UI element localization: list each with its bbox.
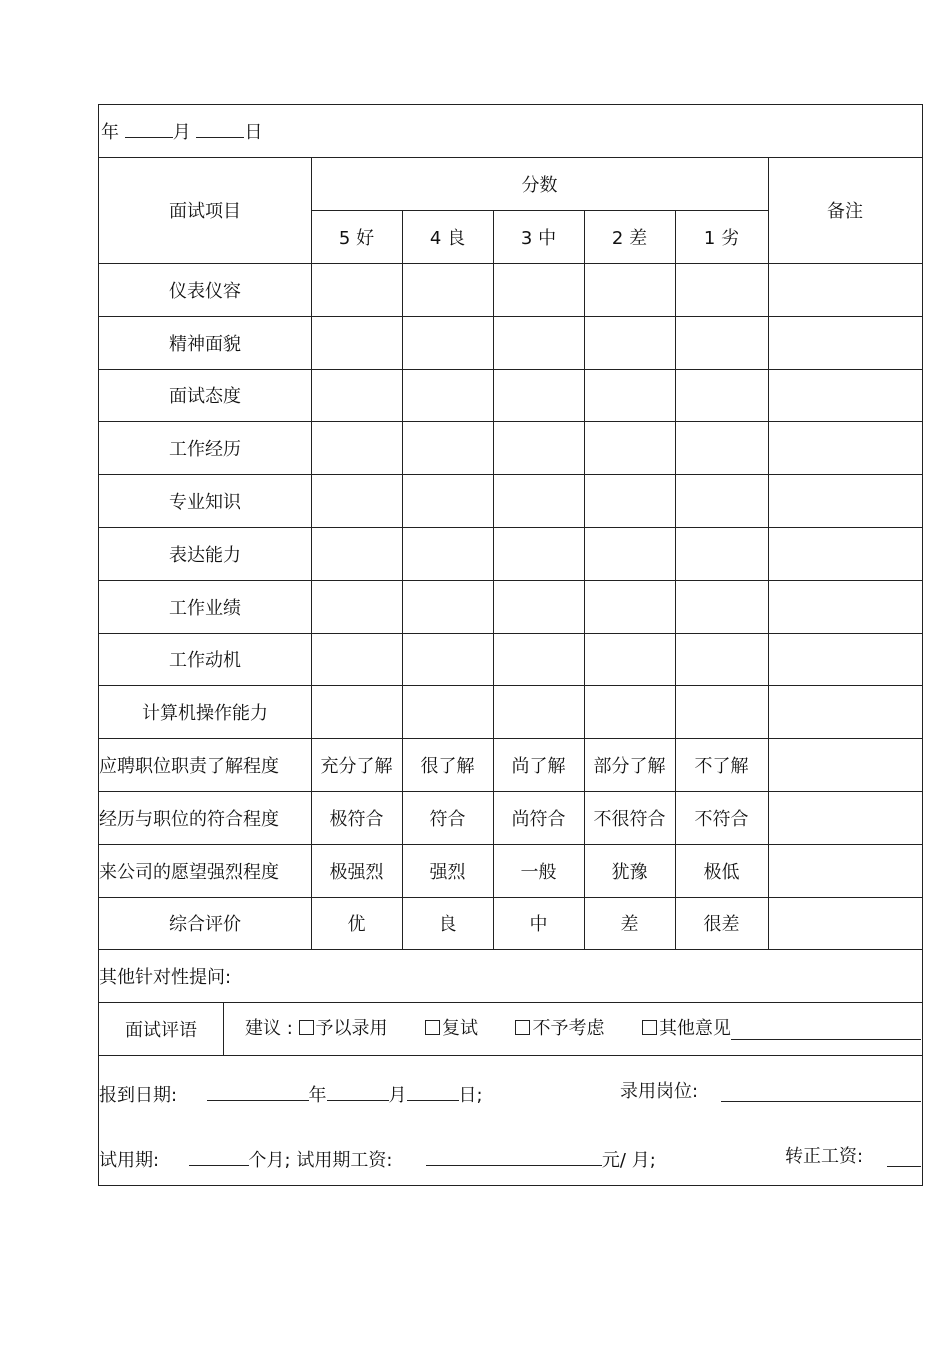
item-label: 专业知识 (169, 491, 241, 513)
suggest-label: 建议 : (245, 1018, 293, 1039)
probation-label: 试用期: (99, 1150, 160, 1171)
rated-option[interactable]: 不符合 (694, 808, 749, 830)
rated-row-label: 应聘职位职责了解程度 (99, 755, 279, 777)
evaluation-label: 面试评语 (125, 1019, 197, 1041)
rated-option[interactable]: 良 (438, 914, 457, 935)
rated-option[interactable]: 极强烈 (329, 861, 384, 883)
probation-salary-unit: 元/ 月; (601, 1150, 656, 1171)
regular-salary-blank[interactable] (887, 1148, 921, 1167)
probation-line (99, 1147, 656, 1171)
rated-option[interactable]: 差 (620, 914, 639, 935)
header-remark: 备注 (827, 201, 863, 222)
rated-option[interactable]: 很差 (703, 914, 740, 935)
probation-salary-blank[interactable] (426, 1147, 602, 1166)
position-label: 录用岗位: (620, 1081, 699, 1102)
header-item: 面试项目 (169, 201, 241, 222)
day-blank[interactable] (196, 119, 244, 138)
header-score: 分数 (521, 174, 558, 196)
rated-option[interactable]: 极符合 (329, 808, 384, 830)
item-label: 精神面貌 (169, 333, 241, 355)
rated-option[interactable]: 充分了解 (320, 755, 393, 777)
rated-row-label: 综合评价 (169, 914, 241, 935)
rated-option[interactable]: 不了解 (694, 755, 749, 777)
other-questions-label: 其他针对性提问: (99, 966, 232, 988)
rated-option[interactable]: 不很符合 (593, 808, 666, 830)
date-day: 日 (244, 122, 263, 143)
grade-3: 3 中 (520, 227, 557, 249)
report-year-blank[interactable] (207, 1082, 309, 1101)
date-month: 月 (172, 122, 191, 143)
date-line (101, 119, 262, 143)
rated-option[interactable]: 犹豫 (611, 861, 648, 883)
item-label: 计算机操作能力 (142, 702, 268, 724)
rated-option[interactable]: 一般 (520, 861, 557, 883)
option-hire[interactable]: 予以录用 (299, 1018, 388, 1039)
option-other[interactable]: 其他意见 (642, 1018, 731, 1039)
rated-option[interactable]: 极低 (703, 861, 740, 883)
position-blank[interactable] (721, 1083, 921, 1102)
report-date-label: 报到日期: (99, 1085, 178, 1106)
item-label: 工作动机 (169, 650, 241, 671)
date-year: 年 (101, 122, 119, 143)
report-day: 日; (458, 1085, 483, 1106)
interview-evaluation-form (98, 104, 923, 1186)
rated-option[interactable]: 强烈 (429, 861, 466, 883)
rated-option[interactable]: 优 (347, 914, 366, 935)
month-blank[interactable] (125, 119, 173, 138)
rated-option[interactable]: 符合 (429, 808, 466, 830)
item-label: 仪表仪容 (169, 280, 241, 302)
report-day-blank[interactable] (407, 1082, 459, 1101)
report-year: 年 (308, 1085, 327, 1106)
evaluation-suggestions (245, 1019, 731, 1039)
rated-option[interactable]: 中 (529, 914, 548, 935)
item-label: 面试态度 (169, 386, 241, 407)
item-label: 工作业绩 (169, 597, 241, 619)
item-label: 表达能力 (169, 544, 241, 566)
rated-row-label: 来公司的愿望强烈程度 (99, 861, 279, 883)
rated-option[interactable]: 很了解 (420, 755, 475, 777)
rated-option[interactable]: 尚了解 (511, 755, 566, 777)
checkbox-icon[interactable] (642, 1020, 657, 1035)
report-month: 月 (388, 1085, 407, 1106)
probation-months: 个月; (248, 1150, 291, 1171)
report-month-blank[interactable] (327, 1082, 389, 1101)
option-decline[interactable]: 不予考虑 (515, 1018, 604, 1039)
checkbox-icon[interactable] (515, 1020, 530, 1035)
checkbox-icon[interactable] (425, 1020, 440, 1035)
rated-row-label: 经历与职位的符合程度 (99, 808, 279, 830)
grade-1: 1 劣 (703, 227, 740, 249)
rated-option[interactable]: 尚符合 (511, 808, 566, 830)
grade-2: 2 差 (611, 227, 648, 249)
probation-months-blank[interactable] (189, 1147, 249, 1166)
probation-salary-label: 试用期工资: (296, 1150, 393, 1171)
grade-5: 5 好 (338, 227, 375, 249)
grade-4: 4 良 (429, 227, 466, 249)
other-opinion-blank[interactable] (731, 1021, 921, 1040)
item-label: 工作经历 (169, 438, 241, 460)
report-line (99, 1082, 483, 1106)
regular-salary-label: 转正工资: (785, 1146, 864, 1167)
rated-option[interactable]: 部分了解 (593, 755, 666, 777)
option-reinterview[interactable]: 复试 (425, 1018, 478, 1039)
checkbox-icon[interactable] (299, 1020, 314, 1035)
